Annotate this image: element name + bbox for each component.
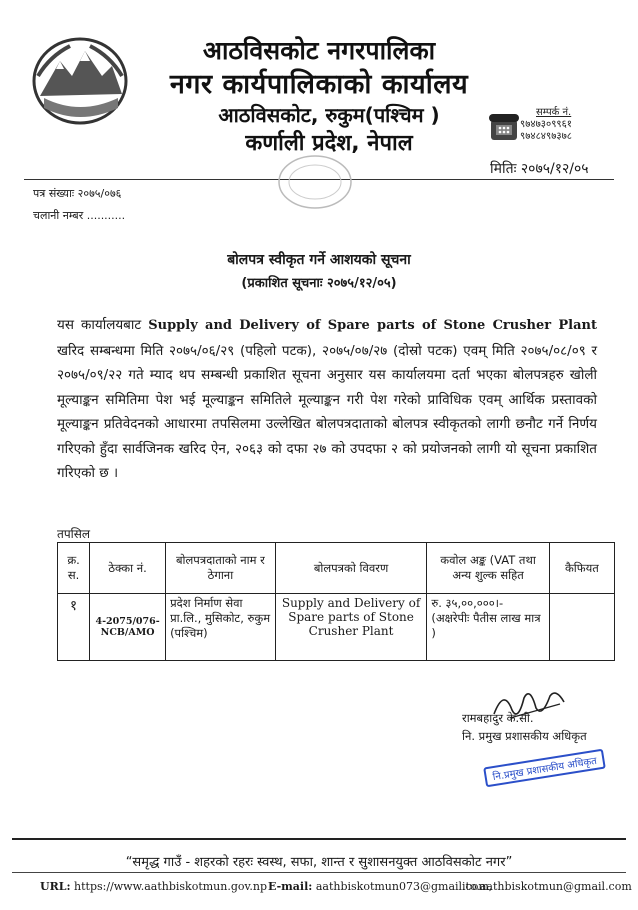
contact-title: सम्पर्क नं. — [536, 107, 572, 118]
office-seal — [275, 152, 355, 216]
amount-figure: रु. ३५,००,०००।- — [431, 596, 504, 610]
municipality-motto: “समृद्ध गाउँ - शहरको रहरः स्वस्थ, सफा, शान्त र सुशासनयुक्त आठविसकोट नगर” — [125, 855, 513, 870]
phone-number: ९७४८४९७३७८ — [520, 131, 572, 142]
url-label: URL: — [40, 880, 71, 893]
table-row — [58, 594, 615, 661]
amount-words: (अक्षरेपीः पैतीस लाख मात्र ) — [431, 611, 541, 640]
footer-email — [268, 880, 492, 893]
signatory-name: रामबहादुर के.सी. — [462, 711, 534, 725]
table-header-row — [58, 543, 615, 594]
body-intro: यस कार्यालयबाट — [57, 317, 149, 333]
office-name: नगर कार्यपालिकाको कार्यालय — [169, 69, 469, 100]
province-country: कर्णाली प्रदेश, नेपाल — [245, 131, 413, 156]
header-remarks: कैफियत — [549, 543, 614, 594]
date-label: मितिः — [490, 161, 517, 177]
footer-url — [40, 880, 267, 893]
footer-divider — [12, 872, 626, 873]
designation-stamp: नि.प्रमुख प्रशासकीय अधिकृत — [483, 749, 606, 788]
patra-value: २०७५/०७६ — [77, 187, 122, 200]
notice-date — [490, 159, 589, 178]
office-address: आठविसकोट, रुकुम(पश्चिम ) — [218, 103, 440, 127]
signatory-designation: नि. प्रमुख प्रशासकीय अधिकृत — [462, 729, 587, 743]
email-link[interactable]: ito.aathbiskotmun@gmail.com — [462, 880, 632, 893]
chalani-value: ........... — [86, 209, 126, 222]
header-sn: क्र. स. — [58, 543, 90, 594]
email-label: E-mail: — [268, 880, 313, 893]
cell-sn: १ — [58, 594, 90, 661]
date-value: २०७५/१२/०५ — [520, 161, 589, 177]
cell-contract-no: 4-2075/076-NCB/AMO — [90, 594, 166, 661]
phone-number: ९७४७३०९९६१ — [520, 119, 572, 130]
header-bidder: बोलपत्रदाताको नाम र ठेगाना — [166, 543, 276, 594]
chalani-number — [33, 208, 125, 223]
footer-email-secondary — [462, 880, 632, 893]
body-text: खरिद सम्बन्धमा मिति २०७५/०६/२९ (पहिलो पटक), २०७५/०७/२७ (दोस्रो पटक) एवम् मिति २०७५/०८/०९ र २०७५/०९/२२ गते म्याद थप सम्बन्धी प्रकाशित सूचना अनुसार यस कार्यालयमा दर्ता भएका बोलपत्रहरु खोली मूल्याङ्कन समितिमा पेश भई मूल्याङ्कन समितिले मूल्याङ्कन गरी पेश गरेको प्राविधिक एवम् आर्थिक प्रस्तावको मूल्याङ्कन प्रतिवेदनको आधारमा तपसिलमा उल्लेखित बोलपत्रदाताको बोलपत्र स्वीकृतको लागी छनौट गर्ने निर्णय गरिएको हुँदा सार्वजिनक खरिद ऐन, २०६३ को दफा २७ को उपदफा २ को प्रयोजनको लागी यो सूचना प्रकाशित गरिएको छ । — [57, 342, 597, 481]
telephone-icon — [487, 112, 521, 148]
cell-description: Supply and Delivery of Spare parts of Stone Crusher Plant — [275, 594, 427, 661]
chalani-label: चलानी नम्बर — [33, 209, 84, 222]
email-link[interactable]: aathbiskotmun073@gmail.com, — [315, 880, 493, 893]
notice-title: बोलपत्र स्वीकृत गर्ने आशयको सूचना — [227, 252, 411, 268]
cell-amount — [427, 594, 549, 661]
notice-body — [57, 313, 597, 486]
table-caption: तपसिल — [57, 527, 91, 541]
header-description: बोलपत्रको विवरण — [275, 543, 427, 594]
notice-subtitle: (प्रकाशित सूचनाः २०७५/१२/०५) — [241, 276, 397, 291]
footer-divider — [12, 838, 626, 840]
bid-table — [57, 542, 615, 661]
url-link[interactable]: https://www.aathbiskotmun.gov.np — [74, 880, 268, 893]
cell-bidder: प्रदेश निर्माण सेवा प्रा.लि., मुसिकोट, रुकुम (पश्चिम) — [166, 594, 276, 661]
signature-block — [462, 709, 587, 745]
procurement-item: Supply and Delivery of Spare parts of Stone Crusher Plant — [148, 318, 597, 333]
patra-sankhya — [33, 186, 121, 201]
cell-remarks — [549, 594, 614, 661]
patra-label: पत्र संख्याः — [33, 187, 75, 200]
contact-block — [520, 107, 572, 143]
header-contract-no: ठेक्का नं. — [90, 543, 166, 594]
municipality-name: आठविसकोट नगरपालिका — [202, 36, 436, 65]
header-amount: कवोल अङ्क (VAT तथा अन्य शुल्क सहित — [427, 543, 549, 594]
